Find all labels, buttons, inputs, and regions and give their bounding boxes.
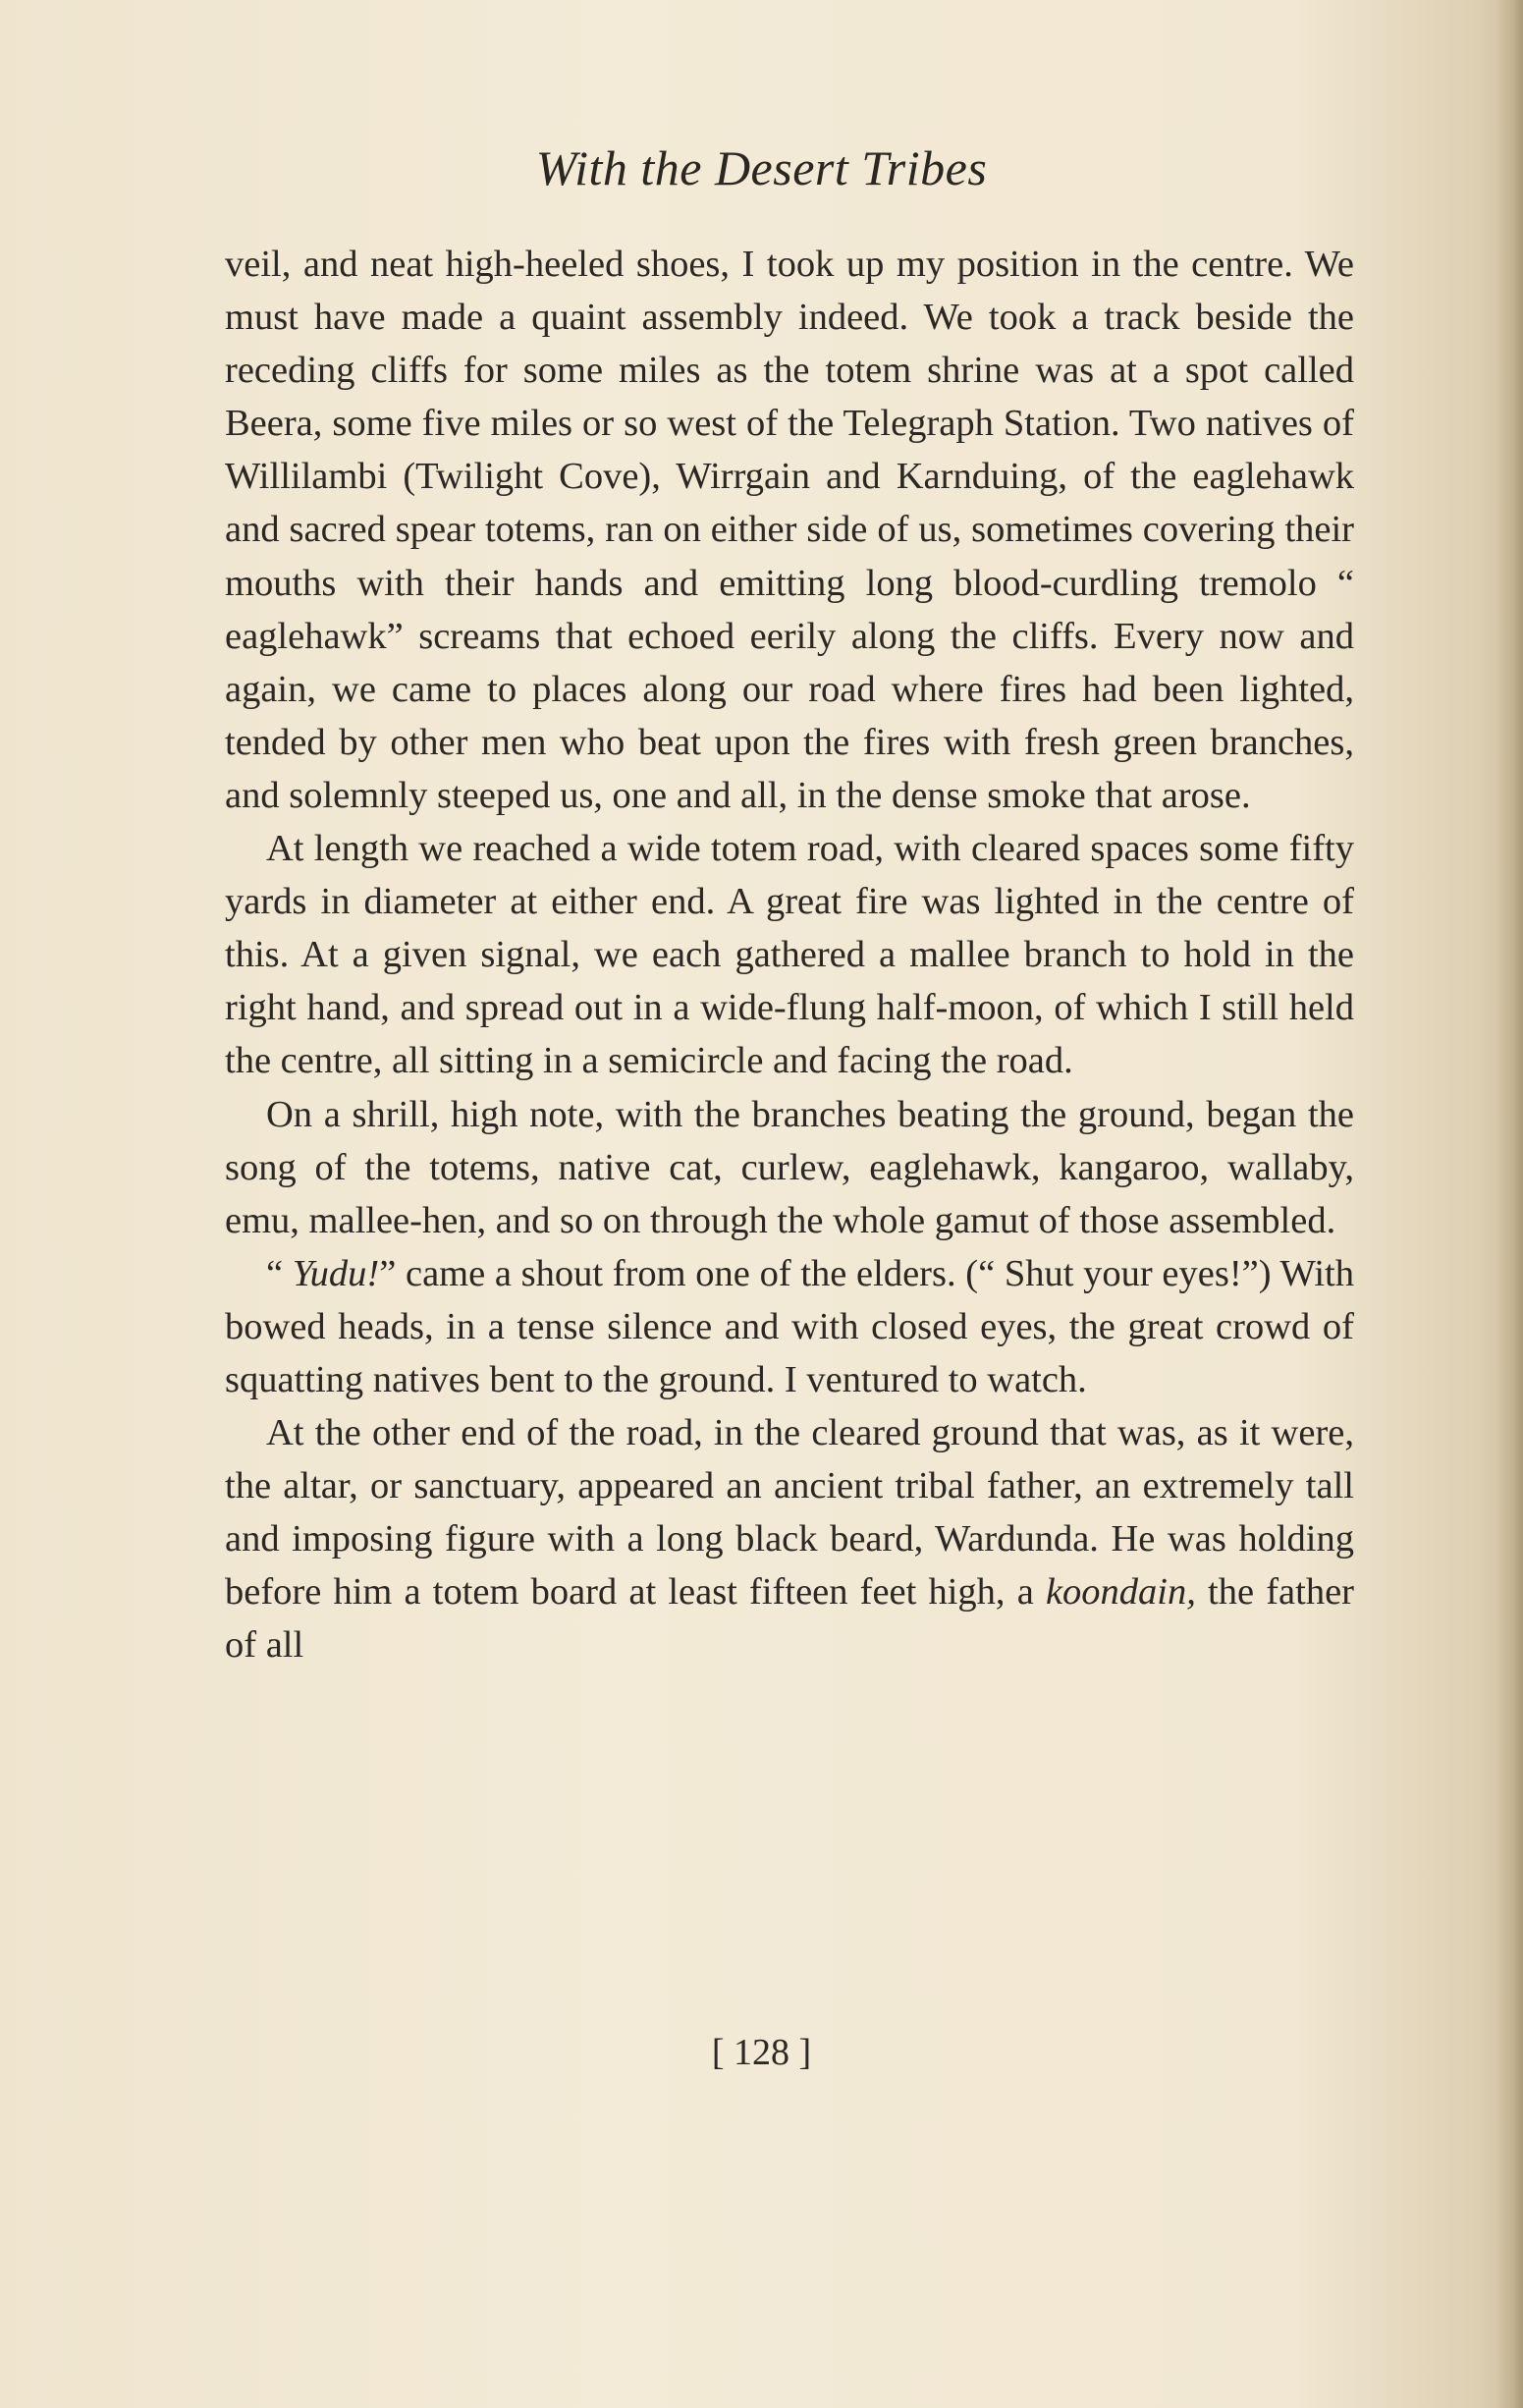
paragraph-3-text: On a shrill, high note, with the branches beating the ground, began the song of the totems, native cat, curlew, eaglehawk, kangaroo, wallaby, emu, mallee-hen, and so on through the whole gamut of those assembled.	[225, 1093, 1354, 1241]
paragraph-4-open-quote: “	[266, 1252, 293, 1294]
paragraph-4-italic-yudu: Yudu!	[292, 1252, 380, 1294]
page-number: [ 128 ]	[711, 2032, 812, 2073]
paragraph-1	[225, 238, 1354, 822]
paragraph-5-text: At the other end of the road, in the cleared ground that was, as it were, the altar, or sanctuary, appeared an ancient tribal father, an extremely tall and imposing figure with a long black beard, Wardunda. He was holding before him a totem board at least fifteen feet high, a	[225, 1412, 1354, 1614]
paragraph-4	[225, 1247, 1354, 1406]
paragraph-3	[225, 1088, 1354, 1247]
paragraph-1-text: veil, and neat high-heeled shoes, I took up my position in the centre. We must have made a quaint assembly indeed. We took a track beside the receding cliffs for some miles as the totem shrine was at a spot called Beera, some five miles or so west of the Telegraph Station. Two natives of Willilambi (Twilight Cove), Wirrgain and Karnduing, of the eaglehawk and sacred spear totems, ran on either side of us, sometimes covering their mouths with their hands and emitting long blood-curdling tremolo “ eaglehawk” screams that echoed eerily along the cliffs. Every now and again, we came to places along our road where fires had been lighted, tended by other men who beat upon the fires with fresh green branches, and solemnly steeped us, one and all, in the dense smoke that arose.	[225, 244, 1354, 816]
paragraph-5-italic-koondain: koondain,	[1045, 1571, 1196, 1614]
paragraph-2	[225, 822, 1354, 1087]
paragraph-2-text: At length we reached a wide totem road, with cleared spaces some fifty yards in diameter at either end. A great fire was lighted in the centre of this. At a given signal, we each gathered a mallee branch to hold in the right hand, and spread out in a wide-flung half-moon, of which I still held the centre, all sitting in a semicircle and facing the road.	[225, 828, 1354, 1082]
running-head: With the Desert Tribes	[535, 140, 988, 195]
paragraph-5	[225, 1406, 1354, 1671]
paragraph-5-text-end: the father of all	[225, 1571, 1354, 1667]
paragraph-4-text: ” came a shout from one of the elders. (“ Shut your eyes!”) With bowed heads, in a tense silence and with closed eyes, the great crowd of squatting natives bent to the ground. I ventured to watch.	[225, 1252, 1354, 1400]
body-text	[225, 238, 1354, 1672]
